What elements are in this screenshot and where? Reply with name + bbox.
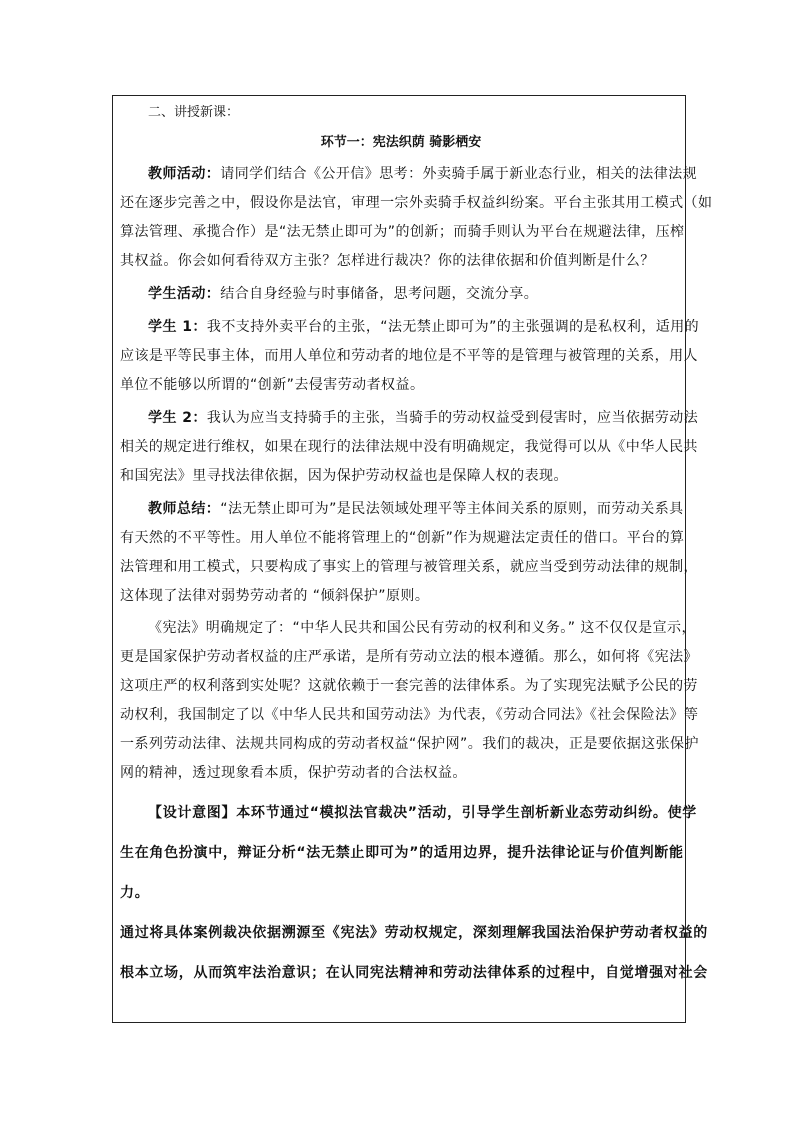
student2-line: 相关的规定进行维权，如果在现行的法律法规中没有明确规定，我觉得可以从《中华人民共 [120,439,698,455]
constitution-line: 一系列劳动法律、法规共同构成的劳动者权益“保护网”。我们的裁决，正是要依据这张保护 [120,736,699,752]
design-intent-line: 【设计意图】本环节通过“模拟法官裁决”活动，引导学生剖析新业态劳动纠纷。使学 [148,805,697,821]
teacher-activity-line: 还在逐步完善之中，假设你是法官，审理一宗外卖骑手权益纠纷案。平台主张其用工模式（如 [120,195,713,211]
student2-label: 学生 2： [148,410,207,426]
student2-line: 和国宪法》里寻找法律依据，因为保护劳动权益也是保障人权的表现。 [120,468,568,484]
teacher-summary-line: 这体现了法律对弱势劳动者的 “倾斜保护”原则。 [120,588,430,604]
design-intent-section [120,793,708,993]
teacher-activity-line: 其权益。你会如何看待双方主张？怎样进行裁决？你的法律依据和价值判断是什么？ [120,253,655,269]
student1-line: 单位不能够以所谓的“创新”去侵害劳动者权益。 [120,377,425,393]
teacher-activity-paragraph [120,160,713,276]
constitution-line: 网的精神，透过现象看本质，保护劳动者的合法权益。 [120,765,467,781]
design-intent-line: 通过将具体案例裁决依据溯源至《宪法》劳动权规定，深刻理解我国法治保护劳动者权益的 [120,925,708,941]
constitution-paragraph [120,614,699,788]
table-bottom-border [112,1022,686,1023]
design-intent-line: 力。 [120,885,150,901]
teacher-summary-paragraph [120,495,698,611]
constitution-line: 《宪法》明确规定了：“中华人民共和国公民有劳动的权利和义务。” 这不仅仅是宣示， [148,620,696,636]
student-activity-paragraph [120,280,682,309]
teacher-summary-line: 法管理和用工模式，只要构成了事实上的管理与被管理关系，就应当受到劳动法律的规制， [120,559,698,575]
student-activity-text: 结合自身经验与时事储备，思考问题，交流分享。 [220,286,539,302]
section-heading: 二、讲授新课： [148,105,240,120]
student1-line: 应该是平等民事主体，而用人单位和劳动者的地位是不平等的是管理与被管理的关系，用人 [120,348,698,364]
design-intent-line: 根本立场，从而筑牢法治意识；在认同宪法精神和劳动法律体系的过程中，自觉增强对社会 [120,965,708,981]
design-intent-line: 生在角色扮演中，辩证分析“法无禁止即可为”的适用边界，提升法律论证与价值判断能 [120,845,684,861]
constitution-line: 这项庄严的权利落到实处呢？这就依赖于一套完善的法律体系。为了实现宪法赋予公民的劳 [120,678,698,694]
student1-label: 学生 1： [148,319,207,335]
lesson-content [120,96,713,993]
student-activity-label: 学生活动： [148,286,221,302]
student1-line: 我不支持外卖平台的主张，“法无禁止即可为”的主张强调的是私权利，适用的 [206,319,700,335]
student1-paragraph [120,313,700,400]
teacher-summary-line: “法无禁止即可为”是民法领域处理平等主体间关系的原则，而劳动关系具 [220,501,684,517]
constitution-line: 动权利，我国制定了以《中华人民共和国劳动法》为代表，《劳动合同法》《社会保险法》等 [120,707,699,723]
teacher-activity-label: 教师活动： [148,166,221,182]
student2-line: 我认为应当支持骑手的主张，当骑手的劳动权益受到侵害时，应当依据劳动法 [206,410,699,426]
teacher-activity-line: 算法管理、承揽合作）是“法无禁止即可为”的创新；而骑手则认为平台在规避法律，压榨 [120,224,685,240]
sub-heading: 环节一：宪法织荫 骑影栖安 [320,135,482,150]
teacher-summary-label: 教师总结： [148,501,221,517]
teacher-activity-line: 请同学们结合《公开信》思考：外卖骑手属于新业态行业，相关的法律法规 [220,166,698,182]
student2-paragraph [120,404,699,491]
teacher-summary-line: 有天然的不平等性。用人单位不能将管理上的“创新”作为规避法定责任的借口。平台的算 [120,530,685,546]
constitution-line: 更是国家保护劳动者权益的庄严承诺，是所有劳动立法的根本遵循。那么，如何将《宪法》 [120,649,698,665]
